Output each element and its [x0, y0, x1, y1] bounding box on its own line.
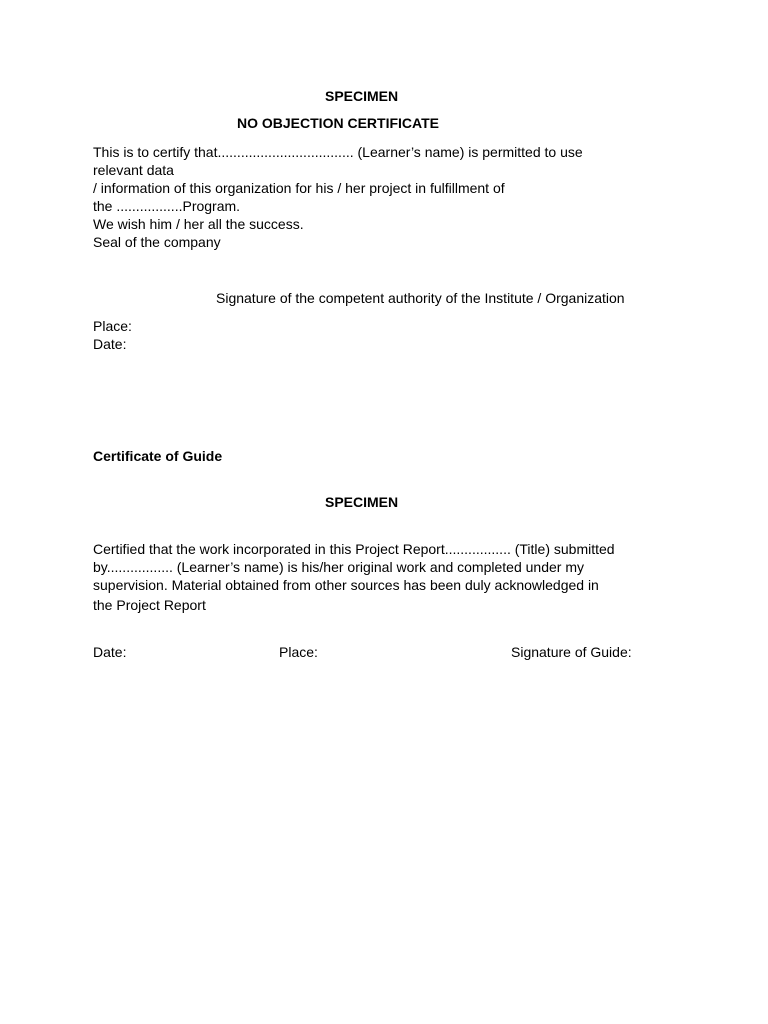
noc-place-label: Place: [93, 318, 132, 334]
guide-date-label: Date: [93, 644, 127, 660]
noc-specimen-label: SPECIMEN [325, 88, 399, 104]
noc-body-line: / information of this organization for his / her project in fulfillment of [93, 180, 505, 196]
guide-specimen-label: SPECIMEN [325, 494, 399, 510]
noc-title: NO OBJECTION CERTIFICATE [237, 115, 439, 131]
noc-date-label: Date: [93, 336, 127, 352]
guide-body-line: supervision. Material obtained from other sources has been duly acknowledged in [93, 577, 599, 593]
guide-body-line: Certified that the work incorporated in this Project Report................. (Title) submitted [93, 541, 615, 557]
guide-place-label: Place: [279, 644, 318, 660]
guide-body-line: the Project Report [93, 597, 206, 613]
guide-heading: Certificate of Guide [93, 448, 223, 464]
noc-signature-line: Signature of the competent authority of the Institute / Organization [216, 290, 625, 306]
noc-body-line: This is to certify that................................... (Learner’s name) is permitted to use [93, 144, 583, 160]
noc-body-line: Seal of the company [93, 234, 221, 250]
noc-body-line: We wish him / her all the success. [93, 216, 304, 232]
guide-body-line: by................. (Learner’s name) is his/her original work and completed under my [93, 559, 584, 575]
noc-body-line: relevant data [93, 162, 174, 178]
noc-body-line: the .................Program. [93, 198, 241, 214]
guide-signature-label: Signature of Guide: [511, 644, 632, 660]
